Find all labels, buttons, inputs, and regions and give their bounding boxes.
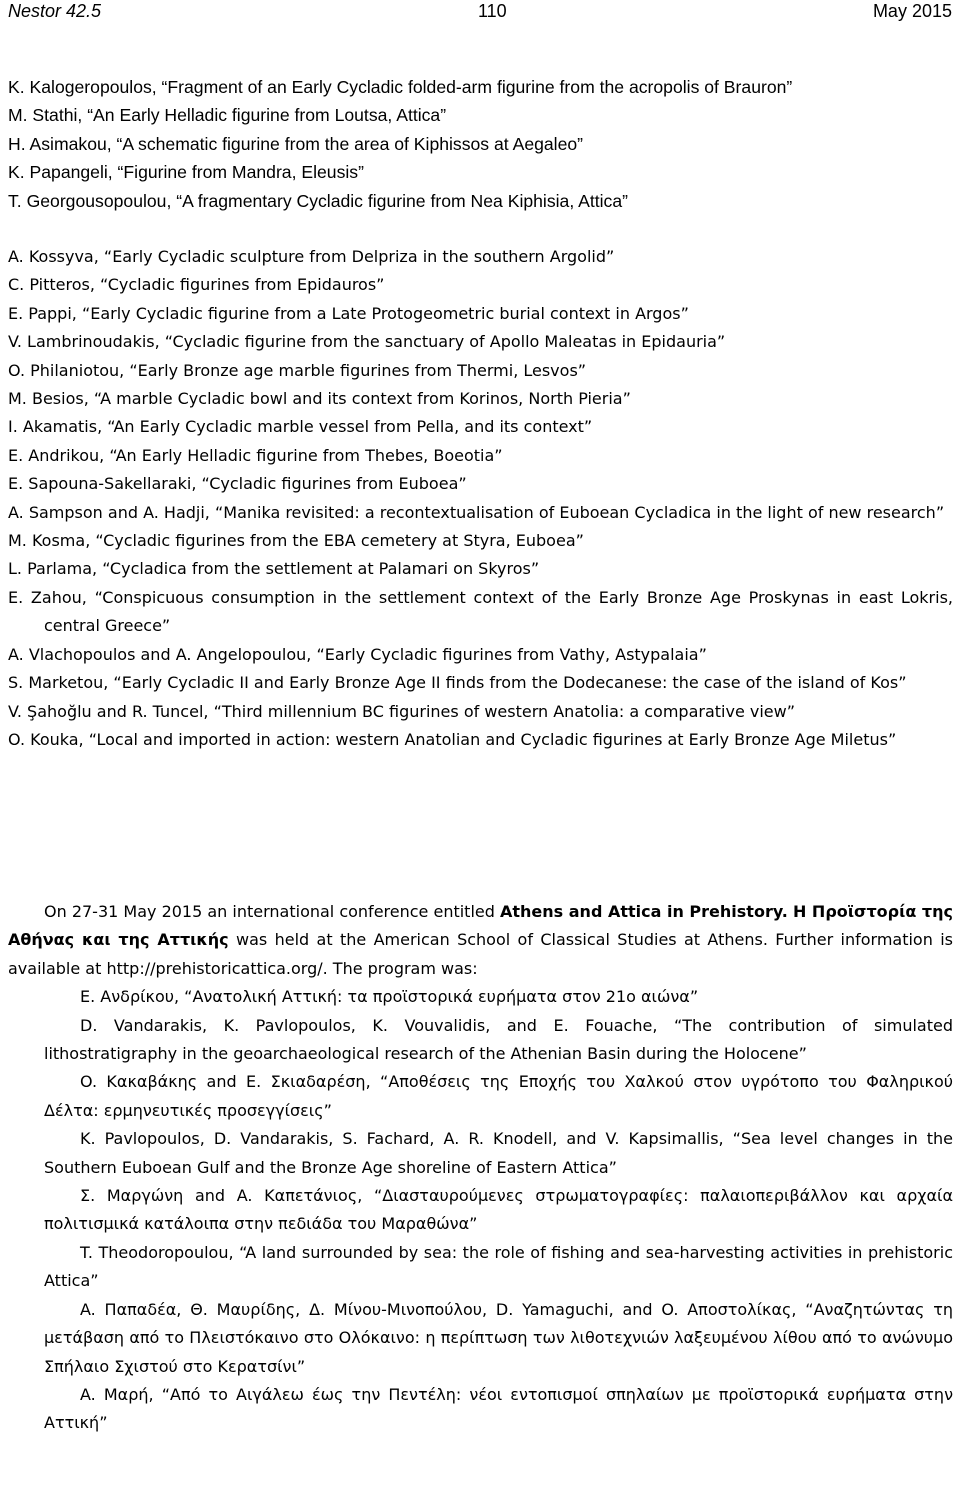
list-item: K. Pavlopoulos, D. Vandarakis, S. Fachard, A. R. Knodell, and V. Kapsimallis, “Sea level changes in the Southern Euboean Gulf and the Bronze Age shoreline of Eastern Attica” xyxy=(44,1129,953,1177)
page-header xyxy=(8,0,952,24)
list-item: O. Philaniotou, “Early Bronze age marble figurines from Thermi, Lesvos” xyxy=(8,360,587,380)
list-item: C. Pitteros, “Cycladic figurines from Epidauros” xyxy=(8,275,385,295)
issue-date: May 2015 xyxy=(872,1,952,21)
list-item: V. Lambrinoudakis, “Cycladic figurine from the sanctuary of Apollo Maleatas in Epidauria” xyxy=(8,332,726,352)
page-number: 110 xyxy=(478,1,507,21)
list-item: M. Besios, “A marble Cycladic bowl and its context from Korinos, North Pieria” xyxy=(8,389,631,409)
program-list xyxy=(8,983,953,1438)
conference-title-greek: Η Προϊστορία της Αθήνας και της Αττικής xyxy=(8,902,954,950)
journal-name: Nestor 42.5 xyxy=(8,1,102,21)
paragraph-intro: On 27-31 May 2015 an international conference entitled xyxy=(44,902,500,921)
list-item: I. Akamatis, “An Early Cycladic marble vessel from Pella, and its context” xyxy=(8,417,593,437)
presentation-list-part-2 xyxy=(8,243,953,754)
paragraph-rest: was held at the American School of Classical Studies at Athens. Further information is available at http://prehistoricattica.org/. The program was: xyxy=(8,930,954,978)
list-item: D. Vandarakis, K. Pavlopoulos, K. Vouvalidis, and E. Fouache, “The contribution of simulated lithostratigraphy in the geoarchaeological research of the Athenian Basin during the Holocene” xyxy=(44,1015,953,1064)
list-item: T. Georgousopoulou, “A fragmentary Cycladic figurine from Nea Kiphisia, Attica” xyxy=(8,190,628,211)
presentation-list-part-1 xyxy=(8,73,953,215)
list-item: A. Vlachopoulos and A. Angelopoulou, “Early Cycladic figurines from Vathy, Astypalaia” xyxy=(8,644,707,664)
conference-section xyxy=(8,898,953,1438)
list-item: M. Stathi, “An Early Helladic figurine from Loutsa, Attica” xyxy=(8,105,447,126)
list-item: A. Μαρή, “Από το Αιγάλεω έως την Πεντέλη: νέοι εντοπισμοί σπηλαίων με προϊστορικά ευρήματα στην Αττική” xyxy=(44,1384,953,1433)
list-item: E. Andrikou, “An Early Helladic figurine from Thebes, Boeotia” xyxy=(8,445,503,465)
list-item: O. Kouka, “Local and imported in action: western Anatolian and Cycladic figurines at Early Bronze Age Miletus” xyxy=(8,729,897,749)
list-item: O. Κακαβάκης and E. Σκιαδαρέση, “Αποθέσεις της Εποχής του Χαλκού στον υγρότοπο του Φαληρικού Δέλτα: ερμηνευτικές προσεγγίσεις” xyxy=(44,1072,953,1120)
list-item: Σ. Μαργώνη and A. Καπετάνιος, “Διασταυρούμενες στρωματογραφίες: παλαιοπεριβάλλον και αρχαία πολιτισμικά κατάλοιπα στην πεδιάδα του Μαραθώνα” xyxy=(44,1186,953,1234)
list-item: E. Zahou, “Conspicuous consumption in the settlement context of the Early Bronze Age Proskynas in east Lokris, central Greece” xyxy=(8,587,953,636)
list-item: S. Marketou, “Early Cycladic II and Early Bronze Age II finds from the Dodecanese: the case of the island of Kos” xyxy=(8,673,907,693)
list-item: K. Papangeli, “Figurine from Mandra, Eleusis” xyxy=(8,162,364,183)
list-item: M. Kosma, “Cycladic figurines from the EBA cemetery at Styra, Euboea” xyxy=(8,531,584,551)
list-item: K. Kalogeropoulos, “Fragment of an Early Cycladic folded-arm figurine from the acropolis of Brauron” xyxy=(8,77,793,97)
conference-paragraph xyxy=(8,898,953,983)
list-item: H. Asimakou, “A schematic figurine from the area of Kiphissos at Aegaleo” xyxy=(8,133,584,154)
list-item: E. Ανδρίκου, “Ανατολική Αττική: τα προϊστορικά ευρήματα στον 21ο αιώνα” xyxy=(80,987,699,1007)
list-item: L. Parlama, “Cycladica from the settlement at Palamari on Skyros” xyxy=(8,559,540,579)
list-item: A. Παπαδέα, Θ. Μαυρίδης, Δ. Μίνου-Μινοπούλου, D. Yamaguchi, and O. Αποστολίκας, “Αναζητώντας τη μετάβαση από το Πλειστόκαινο στο Ολόκαινο: η περίπτωση των λιθοτεχνιών λαξευμένου λίθου από το ανώνυμο Σπήλαιο Σχιστού στο Κερατσίνι” xyxy=(44,1299,953,1376)
list-item: E. Sapouna-Sakellaraki, “Cycladic figurines from Euboea” xyxy=(8,474,467,494)
list-item: A. Sampson and A. Hadji, “Manika revisited: a recontextualisation of Euboean Cycladica in the light of new research” xyxy=(8,502,945,522)
list-item: A. Kossyva, “Early Cycladic sculpture from Delpriza in the southern Argolid” xyxy=(8,247,615,266)
list-item: E. Pappi, “Early Cycladic figurine from a Late Protogeometric burial context in Argos” xyxy=(8,303,689,323)
conference-title-english: Athens and Attica in Prehistory. xyxy=(500,902,788,921)
list-item: T. Theodoropoulou, “A land surrounded by sea: the role of fishing and sea-harvesting activities in prehistoric Attica” xyxy=(44,1242,953,1291)
list-item: V. Şahoğlu and R. Tuncel, “Third millennium BC figurines of western Anatolia: a comparative view” xyxy=(8,701,796,721)
